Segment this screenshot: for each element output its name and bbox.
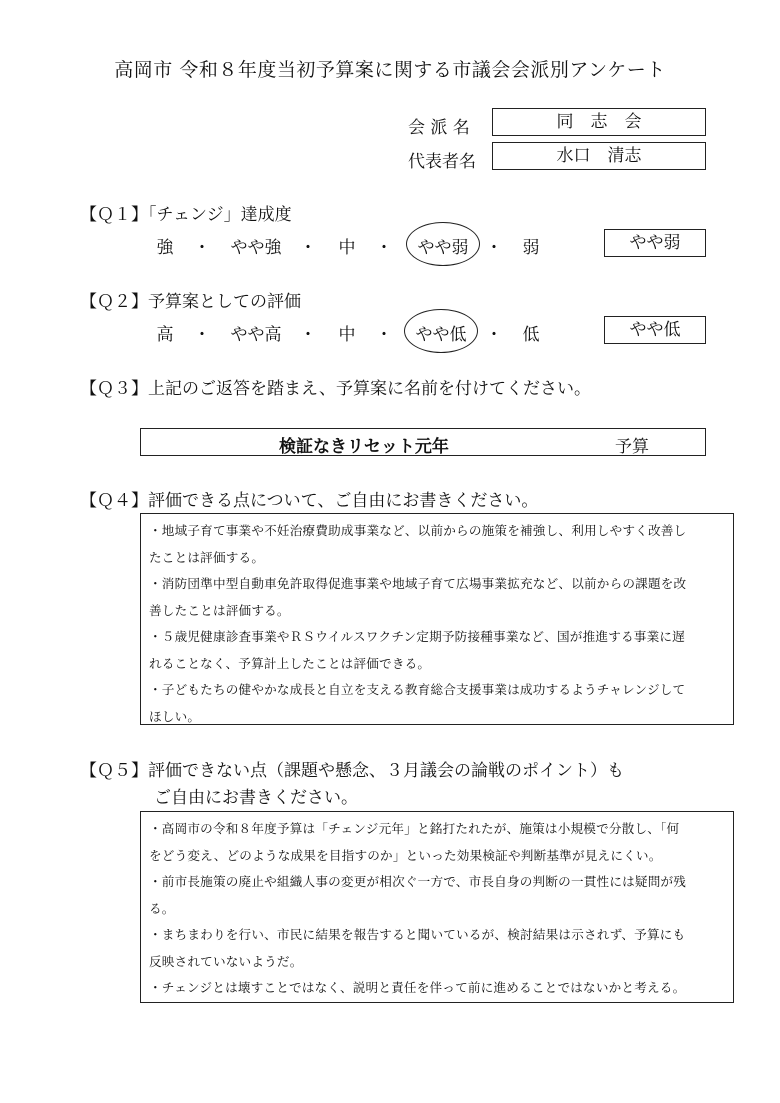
q4-heading: 【Ｑ４】評価できる点について、ご自由にお書きください。	[80, 491, 539, 511]
q5-heading-continued: ご自由にお書きください。	[154, 788, 358, 808]
q5-comment-box	[140, 811, 734, 1003]
comment-line: ・子どもたちの健やかな成長と自立を支える教育総合支援事業は成功するようチャレンジして	[149, 682, 686, 697]
q2-heading: 【Ｑ２】予算案としての評価	[80, 292, 301, 312]
representative-value: 水口 清志	[492, 142, 706, 170]
option-separator: ・	[299, 238, 317, 258]
comment-line: ・消防団準中型自動車免許取得促進事業や地域子育て広場事業拡充など、以前からの課題を改	[149, 576, 687, 591]
q3-budget-name-box	[140, 428, 706, 456]
comment-line: 善したことは評価する。	[149, 602, 290, 618]
option-separator: ・	[299, 325, 317, 345]
q3-budget-name-suffix: 予算	[615, 437, 649, 457]
comment-line: をどう変え、どのような成果を目指すのか」といった効果検証や判断基準が見えにくい。	[149, 847, 662, 863]
comment-line: ・高岡市の令和８年度予算は「チェンジ元年」と銘打たれたが、施策は小規模で分散し、「何	[149, 821, 680, 836]
q2-option-somewhat-high[interactable]: やや高	[230, 325, 282, 345]
q3-heading: 【Ｑ３】上記のご返答を踏まえ、予算案に名前を付けてください。	[80, 379, 592, 399]
q4-comment-box	[140, 513, 734, 725]
q1-option-somewhat-weak[interactable]: やや弱	[417, 238, 469, 258]
page-title: 高岡市 令和８年度当初予算案に関する市議会会派別アンケート	[114, 59, 666, 81]
q1-option-somewhat-strong[interactable]: やや強	[230, 238, 282, 258]
q2-option-low[interactable]: 低	[522, 325, 540, 345]
q2-option-somewhat-low[interactable]: やや低	[415, 325, 467, 345]
option-separator: ・	[193, 238, 211, 258]
q1-option-weak[interactable]: 弱	[522, 238, 540, 258]
q1-heading: 【Ｑ１】「チェンジ」達成度	[80, 205, 292, 225]
option-separator: ・	[375, 238, 393, 258]
comment-line: ・まちまわりを行い、市民に結果を報告すると聞いているが、検討結果は示されず、予算にも	[149, 927, 686, 942]
q1-option-medium[interactable]: 中	[338, 238, 356, 258]
q3-budget-name: 検証なきリセット元年	[279, 437, 449, 457]
option-separator: ・	[193, 325, 211, 345]
faction-label: 会 派 名	[408, 118, 470, 138]
comment-line: ・地域子育て事業や不妊治療費助成事業など、以前からの施策を補強し、利用しやすく改善し	[149, 523, 687, 538]
q2-answer-box: やや低	[604, 316, 706, 344]
option-separator: ・	[485, 238, 503, 258]
representative-label: 代表者名	[408, 152, 476, 172]
comment-line: ほしい。	[149, 708, 201, 724]
option-separator: ・	[485, 325, 503, 345]
comment-line: ・前市長施策の廃止や組織人事の変更が相次ぐ一方で、市長自身の判断の一貫性には疑問が残	[149, 874, 687, 889]
q1-option-strong[interactable]: 強	[156, 238, 174, 258]
q5-heading: 【Ｑ５】評価できない点（課題や懸念、３月議会の論戦のポイント）も	[80, 761, 624, 781]
comment-line: たことは評価する。	[149, 549, 265, 565]
option-separator: ・	[375, 325, 393, 345]
comment-line: る。	[149, 900, 175, 916]
comment-line: れることなく、予算計上したことは評価できる。	[149, 655, 431, 671]
q2-option-high[interactable]: 高	[156, 325, 174, 345]
comment-line: ・５歳児健康診査事業やＲＳウイルスワクチン定期予防接種事業など、国が推進する事業に遅	[149, 629, 685, 644]
q2-option-medium[interactable]: 中	[338, 325, 356, 345]
comment-line: ・チェンジとは壊すことではなく、説明と責任を伴って前に進めることではないかと考える。	[149, 980, 686, 995]
q1-answer-box: やや弱	[604, 229, 706, 257]
faction-value: 同 志 会	[492, 108, 706, 136]
comment-line: 反映されていないようだ。	[149, 953, 303, 969]
